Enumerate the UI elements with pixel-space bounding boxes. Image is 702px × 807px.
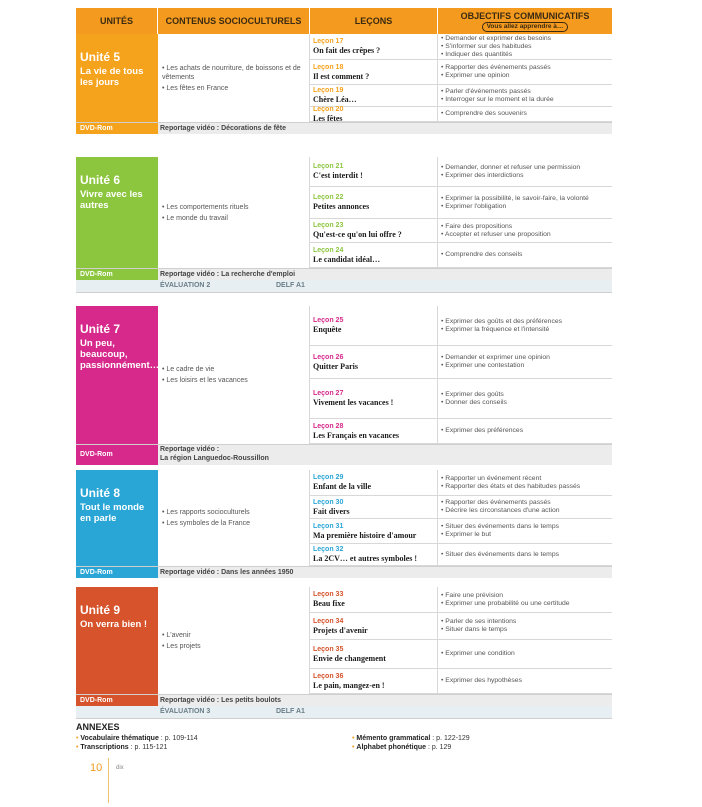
lesson-title: Chère Léa…	[313, 95, 357, 104]
lessons-column	[310, 587, 612, 694]
dvd-text-line2: La région Languedoc-Roussillon	[160, 455, 269, 462]
annexes	[76, 722, 596, 751]
page-number: 10	[90, 762, 103, 774]
evaluation-row	[76, 280, 612, 293]
lesson-number: Leçon 21	[313, 163, 344, 170]
lesson-number: Leçon 25	[313, 317, 344, 324]
objective-item: • Situer dans le temps	[441, 626, 609, 634]
lesson-cell	[310, 219, 438, 242]
objective-item: • Rapporter des états et des habitudes passés	[441, 483, 609, 491]
lesson-cell	[310, 640, 438, 668]
objectives-cell	[438, 613, 612, 639]
objectives-cell	[438, 419, 612, 443]
objectives-cell	[438, 587, 612, 612]
objectives-cell	[438, 187, 612, 218]
lesson-number: Leçon 20	[313, 105, 344, 113]
lesson-cell	[310, 669, 438, 693]
objectives-cell	[438, 219, 612, 242]
dvd-text	[160, 445, 269, 463]
unit-name: Unité 5	[80, 50, 121, 64]
lesson-number: Leçon 27	[313, 390, 344, 397]
lessons-column	[310, 157, 612, 268]
unit-title: Tout le monde en parle	[80, 502, 145, 524]
dvd-label: DVD-Rom	[76, 445, 158, 465]
annexes-title: ANNEXES	[76, 722, 120, 732]
objective-item: • Demander et exprimer une opinion	[441, 354, 609, 362]
lesson-number: Leçon 19	[313, 87, 344, 94]
objective-item: • Situer des événements dans le temps	[441, 523, 609, 531]
lesson-row	[310, 187, 612, 219]
unit-name: Unité 8	[80, 486, 121, 500]
lesson-number: Leçon 23	[313, 222, 344, 229]
lesson-number: Leçon 26	[313, 353, 344, 361]
dvd-text: Reportage vidéo : Les petits boulots	[160, 697, 281, 704]
lesson-title: Petites annonces	[313, 202, 370, 211]
header-objectives	[438, 8, 612, 34]
lesson-cell	[310, 306, 438, 345]
lesson-title: Les fêtes	[313, 113, 343, 123]
lesson-number: Leçon 34	[313, 617, 344, 625]
lesson-number: Leçon 33	[313, 591, 344, 598]
unit-title: On verra bien !	[80, 619, 148, 630]
lesson-number: Leçon 28	[313, 422, 344, 430]
content-item: • Les rapports socioculturels	[162, 508, 305, 517]
evaluation-row	[76, 706, 612, 719]
objective-item: • Exprimer des hypothèses	[441, 677, 609, 685]
annex-pages: p. 115-121	[134, 744, 168, 751]
delf-label: DELF A1	[276, 708, 305, 715]
evaluation-label: ÉVALUATION 3	[160, 708, 211, 715]
objectives-cell	[438, 669, 612, 693]
lesson-title: Vivement les vacances !	[313, 398, 394, 407]
lesson-cell	[310, 379, 438, 418]
objective-item: • Parler de ses intentions	[441, 618, 609, 626]
lesson-row	[310, 470, 612, 496]
lesson-cell	[310, 107, 438, 121]
lesson-number: Leçon 24	[313, 246, 344, 254]
objectives-cell	[438, 306, 612, 345]
objective-item: • Exprimer des préférences	[441, 427, 609, 435]
lesson-cell	[310, 419, 438, 443]
lesson-title: Envie de changement	[313, 653, 386, 663]
annex-item: • Mémento grammatical : p. 122-129	[352, 734, 470, 743]
lesson-row	[310, 34, 612, 60]
unit-label-box	[76, 470, 158, 566]
page-margin-line	[108, 758, 109, 803]
lesson-cell	[310, 519, 438, 543]
lesson-row	[310, 640, 612, 669]
objective-item: • Parler d'événements passés	[441, 88, 609, 96]
table-header	[76, 8, 612, 34]
lesson-cell	[310, 60, 438, 84]
lessons-column	[310, 306, 612, 444]
annex-pages: p. 122-129	[436, 735, 470, 742]
lesson-cell	[310, 613, 438, 639]
objective-item: • Exprimer une probabilité ou une certitude	[441, 600, 609, 608]
content-item: • Les loisirs et les vacances	[162, 376, 305, 385]
lesson-row	[310, 219, 612, 243]
objective-item: • Comprendre des souvenirs	[441, 110, 609, 118]
unit-title: Vivre avec les autres	[80, 189, 143, 211]
lesson-title: On fait des crêpes ?	[313, 46, 381, 55]
objective-item: • Situer des événements dans le temps	[441, 551, 609, 559]
page-tag: dix	[116, 765, 124, 771]
objective-item: • Exprimer des interdictions	[441, 172, 609, 180]
lesson-number: Leçon 31	[313, 522, 344, 530]
lesson-title: Il est comment ?	[313, 71, 370, 81]
objective-item: • Interroger sur le moment et la durée	[441, 96, 609, 104]
unit-name: Unité 7	[80, 322, 121, 336]
unit-label-box	[76, 157, 158, 268]
unit-block	[76, 157, 612, 289]
lesson-row	[310, 60, 612, 85]
annex-label: Vocabulaire thématique	[80, 735, 159, 742]
objective-item: • Exprimer des goûts	[441, 391, 609, 399]
objective-item: • Donner des conseils	[441, 399, 609, 407]
objectives-cell	[438, 519, 612, 543]
lesson-number: Leçon 18	[313, 63, 344, 71]
lesson-title: Les Français en vacances	[313, 430, 399, 440]
objective-item: • Rapporter des événements passés	[441, 64, 609, 72]
lesson-cell	[310, 187, 438, 218]
sociocultural-contents	[158, 587, 310, 694]
objective-item: • Exprimer une condition	[441, 650, 609, 658]
objective-item: • Exprimer la possibilité, le savoir-faire, la volonté	[441, 195, 609, 203]
objectives-cell	[438, 107, 612, 121]
lesson-row	[310, 346, 612, 379]
dvd-label: DVD-Rom	[76, 567, 158, 578]
lesson-number: Leçon 30	[313, 498, 344, 506]
lesson-number: Leçon 29	[313, 474, 344, 481]
lesson-row	[310, 419, 612, 444]
objectives-cell	[438, 379, 612, 418]
sociocultural-contents	[158, 157, 310, 268]
header-lessons: LEÇONS	[310, 8, 438, 34]
lesson-cell	[310, 587, 438, 612]
lessons-column	[310, 34, 612, 122]
dvd-text: Reportage vidéo : Décorations de fête	[160, 125, 287, 132]
lesson-number: Leçon 36	[313, 672, 344, 680]
content-item: • Les projets	[162, 642, 305, 651]
lesson-title: Enfant de la ville	[313, 482, 372, 491]
objective-item: • Comprendre des conseils	[441, 251, 609, 259]
annex-item: • Transcriptions : p. 115-121	[76, 743, 167, 752]
lesson-cell	[310, 346, 438, 378]
objectives-cell	[438, 640, 612, 668]
lesson-row	[310, 306, 612, 346]
annex-item: • Vocabulaire thématique : p. 109-114	[76, 734, 198, 743]
unit-name: Unité 6	[80, 173, 121, 187]
sociocultural-contents	[158, 470, 310, 566]
objective-item: • S'informer sur des habitudes	[441, 43, 609, 51]
objectives-cell	[438, 157, 612, 186]
content-item: • Le cadre de vie	[162, 365, 305, 374]
delf-label: DELF A1	[276, 282, 305, 289]
lesson-title: Enquête	[313, 325, 342, 334]
annex-label: Mémento grammatical	[356, 735, 431, 742]
lesson-row	[310, 519, 612, 544]
header-objectives-sub: Vous allez apprendre à…	[482, 22, 569, 32]
objectives-cell	[438, 346, 612, 378]
lesson-number: Leçon 22	[313, 194, 344, 201]
lesson-title: Ma première histoire d'amour	[313, 530, 417, 540]
objective-item: • Rapporter un événement récent	[441, 475, 609, 483]
lesson-row	[310, 544, 612, 566]
objective-item: • Faire des propositions	[441, 223, 609, 231]
unit-label-box	[76, 587, 158, 694]
content-item: • Les symboles de la France	[162, 519, 305, 528]
dvd-row	[76, 268, 612, 280]
lesson-title: C'est interdit !	[313, 171, 363, 180]
objective-item: • Demander et exprimer des besoins	[441, 35, 609, 43]
dvd-text: Reportage vidéo : Dans les années 1950	[160, 569, 294, 576]
header-contents: CONTENUS SOCIOCULTURELS	[158, 8, 310, 34]
annex-pages: p. 109-114	[164, 735, 198, 742]
dvd-label: DVD-Rom	[76, 695, 158, 706]
lesson-title: Qu'est-ce qu'on lui offre ?	[313, 230, 402, 239]
lessons-column	[310, 470, 612, 566]
dvd-text-line1: Reportage vidéo :	[160, 446, 220, 453]
evaluation-label: ÉVALUATION 2	[160, 282, 211, 289]
objective-item: • Exprimer des goûts et des préférences	[441, 318, 609, 326]
lesson-title: Fait divers	[313, 506, 350, 516]
annex-label: Alphabet phonétique	[356, 744, 427, 751]
objectives-cell	[438, 544, 612, 565]
lesson-cell	[310, 496, 438, 518]
lesson-title: Le pain, mangez-en !	[313, 680, 385, 690]
lesson-title: Le candidat idéal…	[313, 254, 381, 264]
objectives-cell	[438, 470, 612, 495]
annex-label: Transcriptions	[80, 744, 129, 751]
lesson-number: Leçon 17	[313, 38, 344, 45]
objective-item: • Faire une prévision	[441, 592, 609, 600]
lesson-row	[310, 157, 612, 187]
lesson-row	[310, 85, 612, 107]
unit-label-box	[76, 306, 158, 444]
annex-item: • Alphabet phonétique : p. 129	[352, 743, 451, 752]
content-item: • Les fêtes en France	[162, 84, 305, 93]
objectives-cell	[438, 34, 612, 59]
unit-title: Un peu, beaucoup, passionnément…	[80, 338, 160, 371]
dvd-row	[76, 566, 612, 578]
dvd-text: Reportage vidéo : La recherche d'emploi	[160, 271, 296, 278]
lesson-row	[310, 613, 612, 640]
unit-block	[76, 587, 612, 715]
lesson-row	[310, 496, 612, 519]
annex-pages: p. 129	[431, 744, 452, 751]
lesson-cell	[310, 544, 438, 565]
objective-item: • Demander, donner et refuser une permission	[441, 164, 609, 172]
lesson-row	[310, 669, 612, 694]
dvd-row	[76, 122, 612, 134]
unit-title: La vie de tous les jours	[80, 66, 144, 88]
lesson-cell	[310, 157, 438, 186]
lesson-row	[310, 243, 612, 268]
objective-item: • Décrire les circonstances d'une action	[441, 507, 609, 515]
lesson-cell	[310, 243, 438, 267]
lesson-cell	[310, 34, 438, 59]
content-item: • Le monde du travail	[162, 214, 305, 223]
sociocultural-contents	[158, 306, 310, 444]
lesson-number: Leçon 35	[313, 645, 344, 653]
lesson-row	[310, 379, 612, 419]
content-item: • Les achats de nourriture, de boissons et de vêtements	[162, 64, 305, 82]
unit-block	[76, 306, 612, 462]
objective-item: • Exprimer une contestation	[441, 362, 609, 370]
unit-name: Unité 9	[80, 603, 121, 617]
lesson-row	[310, 107, 612, 122]
lesson-title: La 2CV… et autres symboles !	[313, 554, 418, 563]
objectives-cell	[438, 85, 612, 106]
lesson-title: Beau fixe	[313, 599, 345, 608]
objective-item: • Exprimer le but	[441, 531, 609, 539]
unit-label-box	[76, 34, 158, 122]
header-objectives-title: OBJECTIFS COMMUNICATIFS	[460, 10, 590, 21]
lesson-cell	[310, 470, 438, 495]
unit-block	[76, 470, 612, 577]
lesson-number: Leçon 32	[313, 546, 344, 553]
dvd-label: DVD-Rom	[76, 123, 158, 134]
objective-item: • Rapporter des événements passés	[441, 499, 609, 507]
objective-item: • Exprimer une opinion	[441, 72, 609, 80]
objective-item: • Exprimer l'obligation	[441, 203, 609, 211]
lesson-title: Quitter Paris	[313, 361, 358, 371]
dvd-label: DVD-Rom	[76, 269, 158, 280]
sociocultural-contents	[158, 34, 310, 122]
content-item: • Les comportements rituels	[162, 203, 305, 212]
header-units: UNITÉS	[76, 8, 158, 34]
objectives-cell	[438, 496, 612, 518]
dvd-row	[76, 694, 612, 706]
objective-item: • Indiquer des quantités	[441, 51, 609, 59]
lesson-cell	[310, 85, 438, 106]
lesson-title: Projets d'avenir	[313, 625, 368, 635]
objective-item: • Accepter et refuser une proposition	[441, 231, 609, 239]
lesson-row	[310, 587, 612, 613]
content-item: • L'avenir	[162, 631, 305, 640]
unit-block	[76, 34, 612, 133]
objectives-cell	[438, 243, 612, 267]
objective-item: • Exprimer la fréquence et l'intensité	[441, 326, 609, 334]
dvd-row	[76, 444, 612, 465]
objectives-cell	[438, 60, 612, 84]
